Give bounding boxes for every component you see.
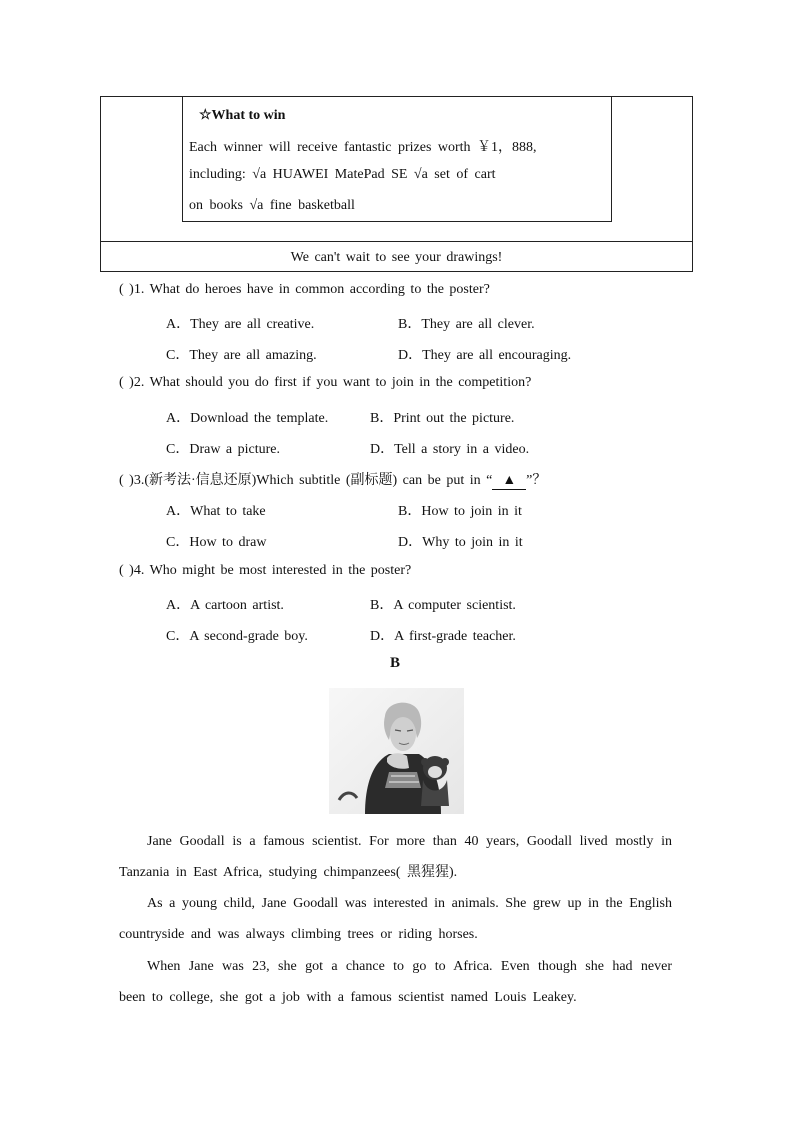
q4-option-c[interactable]: C．A second-grade boy.: [166, 629, 308, 644]
paragraph-text: As a young child, Jane Goodall was interested in animals. She grew up in the English countryside and was always climbing trees or riding horses.: [119, 896, 672, 942]
poster-closing: We can't wait to see your drawings!: [290, 250, 503, 265]
q3-stem-end: ”？: [526, 473, 547, 488]
prize-box: [182, 97, 612, 222]
q3-option-a[interactable]: A．What to take: [166, 504, 266, 519]
paragraph-text: Jane Goodall is a famous scientist. For more than 40 years, Goodall lived mostly in Tanzania in East Africa, studying chimpanzees( 黑猩猩).: [119, 834, 672, 880]
q1-option-b[interactable]: B．They are all clever.: [398, 317, 535, 332]
poster-table: [100, 96, 693, 272]
question-4-stem: ( )4. Who might be most interested in the poster?: [119, 563, 412, 578]
q1-option-d[interactable]: D．They are all encouraging.: [398, 348, 572, 363]
paragraph-text: When Jane was 23, she got a chance to go to Africa. Even though she had never been to college, she got a job with a famous scientist named Louis Leakey.: [119, 959, 672, 1005]
q2-option-c[interactable]: C．Draw a picture.: [166, 442, 281, 457]
q2-option-a[interactable]: A．Download the template.: [166, 411, 329, 426]
question-1-stem: ( )1. What do heroes have in common according to the poster?: [119, 282, 490, 297]
q4-option-a[interactable]: A．A cartoon artist.: [166, 598, 284, 613]
q3-option-c[interactable]: C．How to draw: [166, 535, 267, 550]
q3-stem-text: ( )3.(新考法·信息还原)Which subtitle (副标题) can be put in “: [119, 473, 493, 488]
question-3-stem: [119, 469, 546, 490]
q1-option-a[interactable]: A．They are all creative.: [166, 317, 315, 332]
passage-paragraph-1: [119, 826, 672, 888]
prize-line: Each winner will receive fantastic prizes worth ￥1，888,: [189, 140, 537, 155]
question-2-stem: ( )2. What should you do first if you want to join in the competition?: [119, 375, 532, 390]
q3-option-d[interactable]: D．Why to join in it: [398, 535, 523, 550]
q3-blank: ▲: [492, 473, 526, 490]
jane-goodall-photo: [329, 688, 464, 814]
prize-line: on books √a fine basketball: [189, 198, 355, 213]
q4-option-b[interactable]: B．A computer scientist.: [370, 598, 516, 613]
passage-paragraph-2: [119, 888, 672, 950]
prize-heading: ☆What to win: [199, 108, 286, 123]
q4-option-d[interactable]: D．A first-grade teacher.: [370, 629, 516, 644]
q3-option-b[interactable]: B．How to join in it: [398, 504, 522, 519]
section-b-label: B: [390, 655, 401, 671]
q2-option-d[interactable]: D．Tell a story in a video.: [370, 442, 530, 457]
prize-line: including: √a HUAWEI MatePad SE √a set of cart: [189, 167, 496, 182]
q1-option-c[interactable]: C．They are all amazing.: [166, 348, 317, 363]
table-divider: [101, 241, 692, 242]
q2-option-b[interactable]: B．Print out the picture.: [370, 411, 515, 426]
passage-paragraph-3: [119, 951, 672, 1013]
